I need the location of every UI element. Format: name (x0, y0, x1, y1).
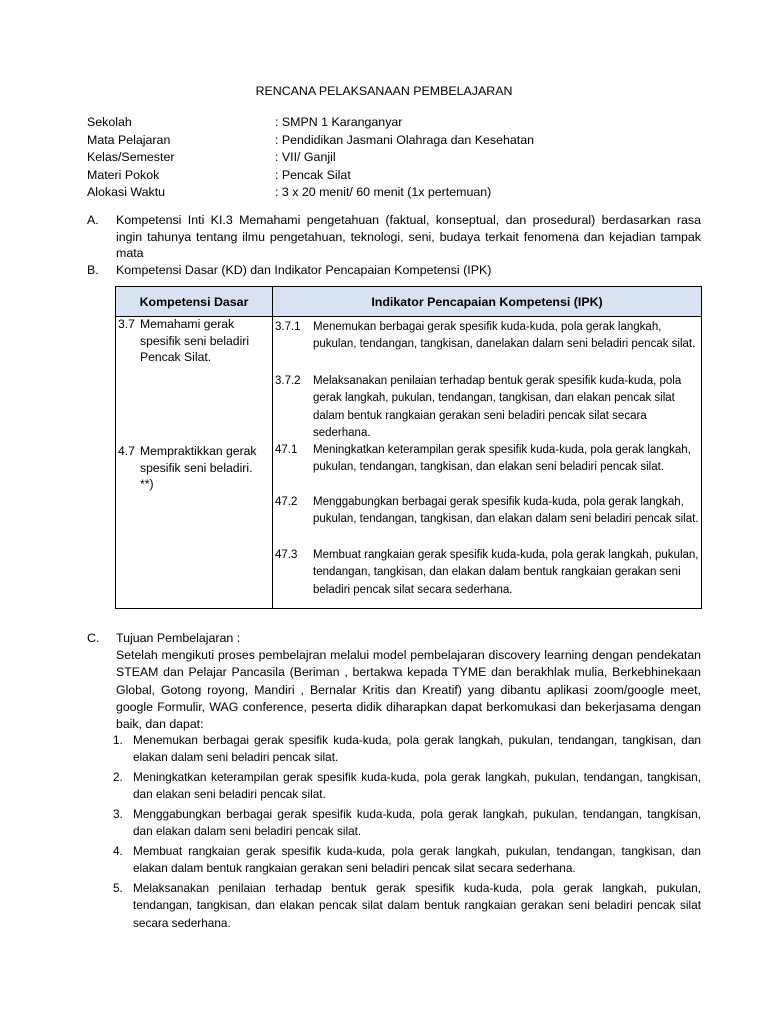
goal-text: Membuat rangkaian gerak spesifik kuda-kuda, pola gerak langkah, pukulan, tendangan, tangkisan, dan elakan dalam bentuk rangkaian gerakan seni beladiri pencak silat secara sederhana. (133, 844, 701, 876)
ipk-number: 47.2 (275, 496, 298, 508)
info-row-materi-pokok (87, 167, 707, 185)
ipk-text: Meningkatkan keterampilan gerak spesifik kuda-kuda, pola gerak langkah, pukulan, tendangan, tangkisan, dan elakan seni beladiri pencak silat. (313, 444, 691, 474)
ipk-number: 47.1 (275, 444, 298, 456)
kd-ipk-table (115, 286, 702, 609)
list-item (113, 769, 701, 804)
info-value: : Pendidikan Jasmani Olahraga dan Kesehatan (275, 132, 534, 147)
info-label: Sekolah (87, 115, 132, 129)
goal-number: 4. (113, 844, 123, 858)
list-item (113, 843, 701, 878)
goal-text: Meningkatkan keterampilan gerak spesifik kuda-kuda, pola gerak langkah, pukulan, tendangan, tangkisan, dan elakan seni beladiri pencak silat. (133, 770, 701, 802)
info-label: Materi Pokok (87, 167, 160, 182)
info-row-kelas-semester (87, 149, 707, 167)
list-item (113, 806, 701, 841)
kd-text: Memahami gerak spesifik seni beladiri Pencak Silat. (140, 317, 250, 364)
kd-text: Mempraktikkan gerak spesifik seni beladiri. **) (140, 444, 257, 491)
goal-text: Melaksanakan penilaian terhadap bentuk gerak spesifik kuda-kuda, pola gerak langkah, pukulan, tendangan, tangkisan, dan elakan pencak silat dalam bentuk rangkaian gerakan seni beladiri pencak silat secara sederhana. (133, 881, 701, 930)
list-item (113, 732, 701, 767)
ipk-item (275, 373, 705, 442)
section-c-heading: Tujuan Pembelajaran : (116, 631, 241, 645)
info-value: : VII/ Ganjil (275, 150, 336, 164)
table-row (116, 317, 702, 609)
goal-number: 3. (113, 807, 123, 821)
kd-number: 4.7 (118, 444, 135, 458)
section-b (87, 262, 701, 280)
info-row-sekolah (87, 114, 707, 132)
kd-cell (116, 317, 273, 609)
goal-text: Menemukan berbagai gerak spesifik kuda-kuda, pola gerak langkah, pukulan, tendangan, tangkisan, dan elakan dalam seni beladiri pencak silat. (133, 733, 701, 765)
goal-number: 5. (113, 881, 123, 895)
ipk-text: Melaksanakan penilaian terhadap bentuk gerak spesifik kuda-kuda, pola gerak langkah, pukulan, tendangan, tangkisan, dan elakan pencak silat dalam bentuk rangkaian gerakan seni beladiri pencak silat secara sederhana. (313, 375, 682, 439)
ipk-item (275, 442, 705, 477)
header-kompetensi-dasar: Kompetensi Dasar (116, 287, 273, 317)
ipk-text: Menggabungkan berbagai gerak spesifik kuda-kuda, pola gerak langkah, pukulan, tendangan, tangkisan, dan elakan dalam seni beladiri pencak silat. (313, 496, 699, 526)
goal-intro-paragraph: Setelah mengikuti proses pembelajran melalui model pembelajaran discovery learning dengan pendekatan STEAM dan Pelajar Pancasila (Beriman , bertakwa kepada TYME dan berakhlak mulia, Berkebhinekaan Global, Gotong royong, Mandiri , Bernalar Kritis dan Kreatif) yang dibantu aplikasi zoom/google meet, google Formulir, WAG conference, peserta didik diharapkan dapat berkomukasi dan bekerjasama dengan baik, dan dapat: (116, 648, 701, 732)
info-value: : 3 x 20 menit/ 60 menit (1x pertemuan) (275, 185, 492, 199)
identity-block (87, 114, 707, 202)
ipk-item (275, 494, 705, 529)
ipk-number: 3.7.2 (275, 375, 301, 387)
info-label: Alokasi Waktu (87, 185, 166, 199)
section-marker: A. (87, 213, 99, 227)
info-value: : SMPN 1 Karanganyar (275, 115, 403, 129)
section-b-heading: Kompetensi Dasar (KD) dan Indikator Pencapaian Kompetensi (IPK) (116, 263, 492, 277)
header-ipk: Indikator Pencapaian Kompetensi (IPK) (273, 287, 702, 317)
kd-item (118, 443, 264, 493)
goal-text: Menggabungkan berbagai gerak spesifik kuda-kuda, pola gerak langkah, pukulan, tendangan, tangkisan, dan elakan dalam seni beladiri pencak silat. (133, 807, 701, 839)
kd-item (118, 316, 264, 366)
info-value: : Pencak Silat (275, 167, 351, 182)
document-title: RENCANA PELAKSANAAN PEMBELAJARAN (255, 84, 513, 98)
goal-number: 1. (113, 733, 123, 747)
table-header-row (116, 287, 702, 317)
ipk-number: 47.3 (275, 549, 298, 561)
ipk-number: 3.7.1 (275, 321, 301, 333)
section-a (87, 212, 701, 262)
info-row-alokasi-waktu (87, 184, 707, 202)
ipk-item (275, 319, 705, 354)
ipk-item (275, 547, 705, 599)
info-label: Mata Pelajaran (87, 132, 171, 147)
section-c (87, 630, 701, 648)
ipk-cell (273, 317, 702, 609)
ipk-text: Menemukan berbagai gerak spesifik kuda-kuda, pola gerak langkah, pukulan, tendangan, tangkisan, danelakan dalam seni beladiri pencak silat. (313, 321, 696, 351)
kd-number: 3.7 (118, 317, 135, 331)
info-label: Kelas/Semester (87, 150, 175, 164)
info-row-mata-pelajaran (87, 132, 707, 150)
list-item (113, 880, 701, 932)
section-marker: C. (87, 631, 100, 645)
goal-number: 2. (113, 770, 123, 784)
ipk-text: Membuat rangkaian gerak spesifik kuda-kuda, pola gerak langkah, pukulan, tendangan, tangkisan, dan elakan dalam bentuk rangkaian gerakan seni beladiri pencak silat secara sederhana. (313, 549, 699, 596)
section-a-text: Kompetensi Inti KI.3 Memahami pengetahuan (faktual, konseptual, dan prosedural) berdasarkan rasa ingin tahunya tentang ilmu pengetahuan, teknologi, seni, budaya terkait fenomena dan kejadian tampak mata (116, 213, 701, 260)
section-marker: B. (87, 263, 99, 277)
